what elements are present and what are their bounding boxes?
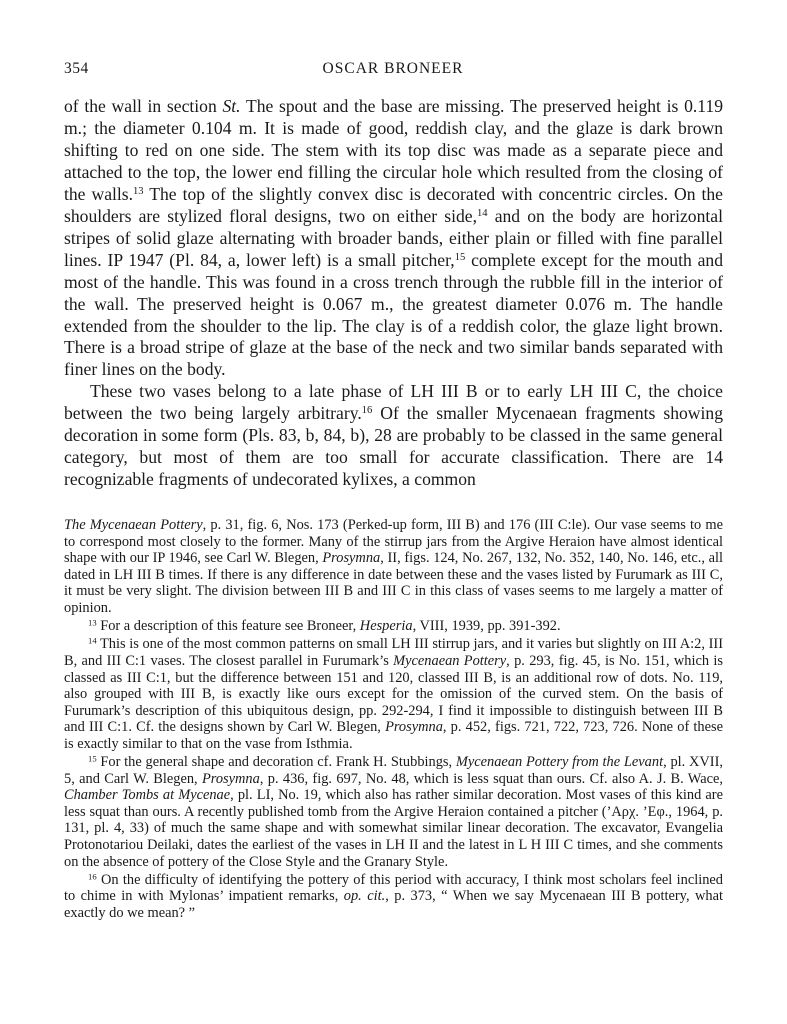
footnote-number: 13 [88, 617, 97, 628]
italic-text: Prosymna [322, 550, 381, 567]
italic-text: op. cit. [343, 888, 386, 905]
footnote-14 [64, 636, 723, 752]
footnotes [64, 517, 723, 923]
text: On the difficulty of identifying the pottery of this period with accuracy, I think most scholars feel inclined to chime in with Mylonas’ impatient remarks, [64, 871, 723, 905]
italic-text: Mycenaean Pottery [393, 652, 507, 669]
text: , p. 452, figs. 721, 722, 723, 726. None of these is exactly similar to that on the vase from Isthmia. [64, 719, 723, 752]
footnote-ref-16[interactable]: 16 [361, 405, 373, 417]
text: and on the body are horizontal stripes of solid glaze alternating with broader bands, either plain or filled with fine parallel lines. IP 1947 (Pl. 84, a, lower left) is a small pitcher, [64, 205, 723, 270]
footnote-15 [64, 754, 723, 870]
text: , VIII, 1939, pp. 391-392. [412, 618, 561, 635]
text: , pl. XVII, 5, and Carl W. Blegen, [64, 754, 723, 787]
text: Of the smaller Mycenaean fragments showing decoration in some form (Pls. 83, b, 84, b), 28 are probably to be classed in the same general category, but most of them are too small for accurate classification. There are 14 recognizable fragments of undecorated kylixes, a common [64, 403, 723, 490]
footnote-ref-15[interactable]: 15 [454, 251, 466, 263]
italic-text: Chamber Tombs at Mycenae [64, 787, 231, 804]
footnote-number: 16 [88, 871, 97, 882]
text: , pl. LI, No. 19, which also has rather similar decoration. Most vases of this kind are less squat than ours. A recently published tomb from the Argive Heraion contained a pitcher (’Αρχ. ’Εφ., 1964, p. 131, pl. 4, 33) of much the same shape and with somewhat similar linear decoration. The excavator, Evangelia Protonotariou Deilaki, dates the earliest of the vases in LH II and the latest in L H III C times, and she comments on the absence of pottery of the Close Style and the Granary Style. [64, 787, 723, 870]
footnote-ref-14[interactable]: 14 [476, 207, 488, 219]
text: These two vases belong to a late phase of LH III B or to early LH III C, the choice between the two being largely arbitrary. [64, 381, 723, 424]
italic-text: Mycenaean Pottery from the Levant [455, 754, 664, 771]
footnote-number: 15 [88, 753, 97, 764]
footnote-number: 14 [88, 635, 97, 646]
italic-text: The Mycenaean Pottery [64, 517, 203, 533]
text: , II, figs. 124, No. 267, 132, No. 352, 140, No. 146, etc., all dated in LH III B times. If there is any difference in date between these and the vases listed by Furumark as III C, it must be very slight. The division between III B and III C in this class of vases seems to me largely a matter of opinion. [64, 550, 723, 616]
text: For a description of this feature see Broneer, [96, 618, 360, 635]
italic-text: Prosymna [202, 770, 260, 787]
text: of the wall in section [64, 96, 223, 116]
running-header [64, 60, 722, 82]
italic-text: Prosymna [385, 719, 443, 736]
running-title: OSCAR BRONEER [322, 60, 464, 77]
page-number: 354 [64, 60, 89, 77]
text: , p. 373, “ When we say Mycenaean III B pottery, what exactly do we mean? ” [64, 888, 723, 922]
text: , p. 31, fig. 6, Nos. 173 (Perked-up form, III B) and 176 (III C:le). Our vase seems to me to correspond most closely to the former. Many of the stirrup jars from the Argive Heraion have almost identical shape with our IP 1946, see Carl W. Blegen, [64, 517, 723, 567]
main-text [64, 96, 723, 491]
footnote-continuation [64, 517, 723, 617]
paragraph-1 [64, 96, 723, 381]
text: , p. 293, fig. 45, is No. 151, which is classed as III C:1, but the difference between 151 and 120, classed III B, is an additional row of dots. No. 119, also grouped with III B, is exactly like ours except for the omission of the curved stem. On the basis of Furumark’s description of this ubiquitous design, pp. 292-294, I find it impossible to distinguish between III B and III C:1. Cf. the designs shown by Carl W. Blegen, [64, 652, 723, 736]
text: For the general shape and decoration cf. Frank H. Stubbings, [96, 754, 456, 771]
footnote-16 [64, 872, 723, 922]
text: complete except for the mouth and most of the handle. This was found in a cross trench through the rubble fill in the interior of the wall. The preserved height is 0.067 m., the greatest diameter 0.076 m. The handle extended from the shoulder to the lip. The clay is of a reddish color, the glaze light brown. There is a broad stripe of glaze at the base of the neck and two similar bands separated with finer lines on the body. [64, 249, 724, 380]
text: The spout and the base are missing. The preserved height is 0.119 m.; the diameter 0.104 m. It is made of good, reddish clay, and the glaze is dark brown shifting to red on one side. The stem with its top disc was made as a separate piece and attached to the top, the lower end filling the circular hole which resulted from the closing of the walls. [64, 96, 724, 204]
footnote-13 [64, 618, 723, 635]
italic-text: Hesperia [359, 618, 413, 635]
italic-text: St. [222, 96, 241, 116]
text: This is one of the most common patterns on small LH III stirrup jars, and it varies but slightly on III A:2, III B, and III C:1 vases. The closest parallel in Furumark’s [64, 636, 723, 669]
text: , p. 436, fig. 697, No. 48, which is less squat than ours. Cf. also A. J. B. Wace, [259, 770, 723, 787]
footnote-ref-13[interactable]: 13 [133, 186, 144, 198]
text: The top of the slightly convex disc is decorated with concentric circles. On the shoulders are stylized floral designs, two on either side, [64, 183, 723, 226]
paragraph-2 [64, 381, 723, 491]
